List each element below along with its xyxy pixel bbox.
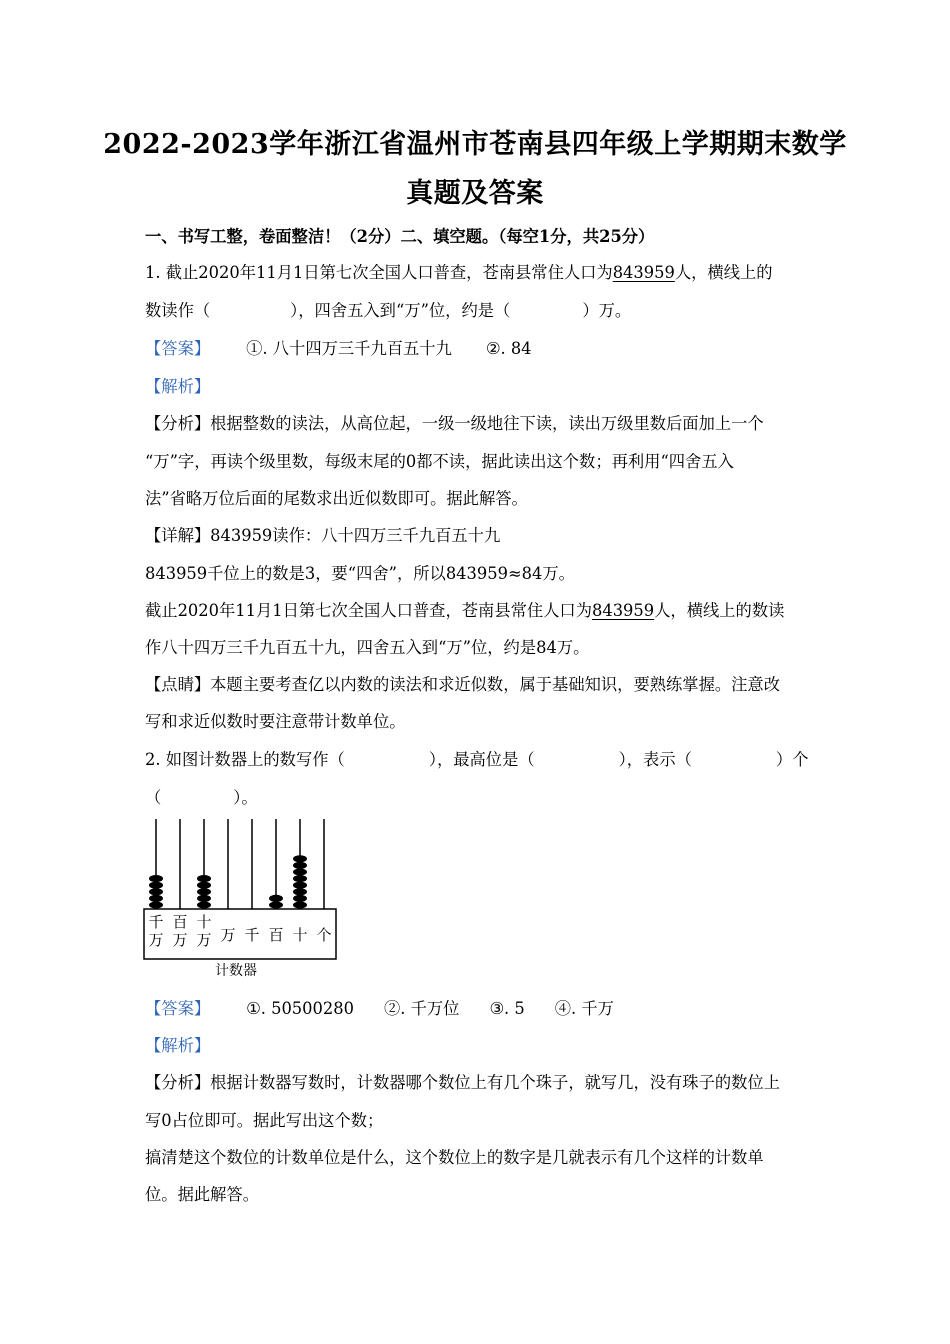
fenxi-label: 【分析】 <box>145 1073 211 1092</box>
abacus-bead <box>269 895 283 902</box>
abacus-bead <box>149 888 163 895</box>
q2-answer-3: ③. 5 <box>489 999 525 1018</box>
q2-fenxi-line3: 搞清楚这个数位的计数单位是什么，这个数位上的数字是几就表示有几个这样的计数单 <box>145 1148 764 1167</box>
q1-stem-text: 1. 截止2020年11月1日第七次全国人口普查，苍南县常住人口为 <box>145 263 613 282</box>
q1-dianjing-text: 本题主要考查亿以内数的读法和求近似数，属于基础知识，要熟练掌握。注意改 <box>210 675 780 694</box>
abacus-bead <box>197 895 211 902</box>
abacus-bead <box>197 901 211 908</box>
q2-stem-text: 2. 如图计数器上的数写作（ <box>145 750 345 769</box>
section-header: 一、书写工整，卷面整洁！（2分）二、填空题。（每空1分，共25分） <box>145 227 655 246</box>
q1-stem-line1 <box>145 259 773 283</box>
abacus-bead <box>197 888 211 895</box>
abacus-place-label: 千 <box>244 926 260 944</box>
q2-blank-close: ）。 <box>233 788 258 807</box>
q2-fenxi-line1 <box>145 1069 780 1093</box>
q2-fenxi-line4: 位。据此解答。 <box>145 1185 259 1204</box>
q1-fenxi-text: 根据整数的读法，从高位起，一级一级地往下读，读出万级里数后面加上一个 <box>210 414 764 433</box>
q2-stem-mid1: ），最高位是（ <box>428 750 535 769</box>
dianjing-label: 【点睛】 <box>145 675 211 694</box>
q2-answer <box>145 995 614 1019</box>
q2-stem-mid2: ），表示（ <box>618 750 692 769</box>
abacus-bead <box>197 875 211 882</box>
abacus-bead <box>269 901 283 908</box>
abacus-bead <box>197 882 211 889</box>
abacus-place-label: 万 <box>196 931 212 949</box>
q1-answer-1: ①. 八十四万三千九百五十九 <box>246 339 452 358</box>
abacus-bead <box>293 901 307 908</box>
abacus-place-label: 百 <box>172 913 188 931</box>
document-title-line2: 真题及答案 <box>406 178 544 209</box>
answer-label: 【答案】 <box>145 339 211 358</box>
abacus-bead <box>149 875 163 882</box>
q1-answer <box>145 335 532 359</box>
abacus-caption: 计数器 <box>215 963 257 979</box>
q1-blank-open: 数读作（ <box>145 301 211 320</box>
abacus-bead <box>293 862 307 869</box>
abacus-place-label: 个 <box>316 926 332 944</box>
abacus-place-label: 千 <box>148 913 164 931</box>
xiangjie-label: 【详解】 <box>145 526 211 545</box>
q1-stem-close: ）万。 <box>582 301 632 320</box>
abacus-bead <box>149 882 163 889</box>
q2-analysis-label: 【解析】 <box>145 1036 211 1055</box>
abacus-bead <box>149 901 163 908</box>
q2-answer-2: ②. 千万位 <box>383 999 460 1018</box>
q2-fenxi-line2: 写0占位即可。据此写出这个数； <box>145 1111 384 1130</box>
q1-xiangjie-line3 <box>145 597 784 621</box>
abacus-bead <box>293 888 307 895</box>
abacus-place-label: 万 <box>172 931 188 949</box>
q1-xiangjie-line1 <box>145 522 500 546</box>
abacus-place-label: 十 <box>196 913 212 931</box>
q1-xiangjie-3b: 人，横线上的数读 <box>654 601 785 620</box>
q1-xiangjie-underlined: 843959 <box>591 601 655 620</box>
q2-answer-4: ④. 千万 <box>554 999 614 1018</box>
abacus-figure <box>140 815 345 985</box>
q1-fenxi-line3: 法”省略万位后面的尾数求出近似数即可。据此解答。 <box>145 489 528 508</box>
q1-fenxi-line2: “万”字，再读个级里数，每级末尾的0都不读，据此读出这个数；再利用“四舍五入 <box>145 452 734 471</box>
q1-fenxi-line1 <box>145 410 764 434</box>
abacus-place-label: 万 <box>220 926 236 944</box>
answer-label: 【答案】 <box>145 999 211 1018</box>
q2-fenxi-text: 根据计数器写数时，计数器哪个数位上有几个珠子，就写几，没有珠子的数位上 <box>210 1073 780 1092</box>
abacus-bead <box>293 895 307 902</box>
abacus-place-label: 万 <box>148 931 164 949</box>
q1-xiangjie-line4: 作八十四万三千九百五十九，四舍五入到“万”位，约是84万。 <box>145 638 590 657</box>
q1-analysis-label: 【解析】 <box>145 377 211 396</box>
q1-xiangjie-3a: 截止2020年11月1日第七次全国人口普查，苍南县常住人口为 <box>145 601 592 620</box>
q1-stem-mid: ），四舍五入到“万”位，约是（ <box>290 301 511 320</box>
q2-stem-line1 <box>145 746 808 770</box>
q1-underlined-number: 843959 <box>612 263 675 282</box>
q1-dianjing-line1 <box>145 671 780 695</box>
abacus-bead <box>149 895 163 902</box>
abacus-place-label: 十 <box>292 926 308 944</box>
abacus-place-label: 百 <box>268 926 284 944</box>
q1-xiangjie-line2: 843959千位上的数是3，要“四舍”，所以843959≈84万。 <box>145 564 575 583</box>
q2-stem-line2 <box>145 784 258 808</box>
q1-stem-text-end: 人，横线上的 <box>674 263 773 282</box>
document-title-line1: 2022-2023学年浙江省温州市苍南县四年级上学期期末数学 <box>103 129 847 160</box>
abacus-bead <box>293 868 307 875</box>
q1-stem-line2 <box>145 297 631 321</box>
q1-dianjing-line2: 写和求近似数时要注意带计数单位。 <box>145 712 406 731</box>
abacus-bead <box>293 875 307 882</box>
abacus-bead <box>293 882 307 889</box>
q1-xiangjie-text: 843959读作：八十四万三千九百五十九 <box>210 526 501 545</box>
q1-answer-2: ②. 84 <box>485 339 532 358</box>
q2-stem-end: ）个 <box>775 750 809 769</box>
q2-blank-open: （ <box>145 788 162 807</box>
fenxi-label: 【分析】 <box>145 414 211 433</box>
q2-answer-1: ①. 50500280 <box>246 999 354 1018</box>
abacus-bead <box>293 855 307 862</box>
